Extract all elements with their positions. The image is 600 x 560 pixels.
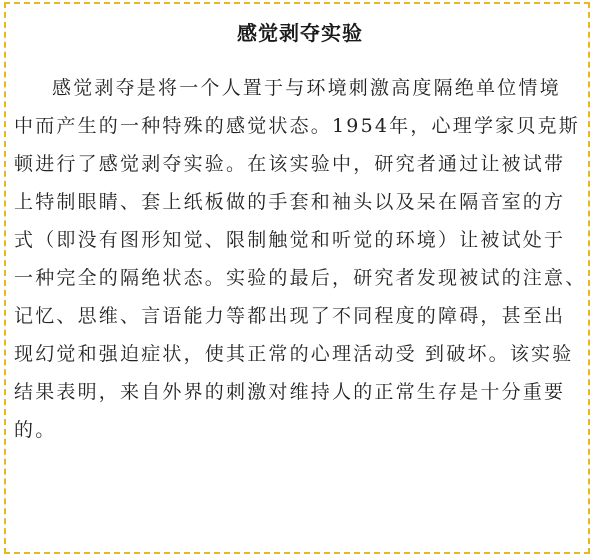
document-body bbox=[14, 71, 587, 451]
document-title: 感觉剥夺实验 bbox=[237, 21, 363, 45]
body-line-1: 感觉剥夺是将一个人置于与环境刺激高度隔绝单位情境 bbox=[52, 77, 561, 99]
body-line-4: 上特制眼睛、套上纸板做的手套和袖头以及呆在隔音室的方 bbox=[14, 191, 566, 213]
body-line-6: 一种完全的隔绝状态。实验的最后，研究者发现被试的注意、 bbox=[14, 267, 587, 289]
body-line-5: 式（即没有图形知觉、限制触觉和听觉的环境）让被试处于 bbox=[14, 229, 566, 251]
body-line-3: 顿进行了感觉剥夺实验。在该实验中，研究者通过让被试带 bbox=[14, 153, 566, 175]
body-line-7: 记忆、思维、言语能力等都出现了不同程度的障碍，甚至出 bbox=[14, 305, 566, 327]
body-line-10: 的。 bbox=[14, 419, 57, 441]
body-line-9: 结果表明，来自外界的刺激对维持人的正常生存是十分重要 bbox=[14, 381, 566, 403]
body-line-8: 现幻觉和强迫症状，使其正常的心理活动受 到破坏。该实验 bbox=[14, 343, 574, 365]
body-line-2: 中而产生的一种特殊的感觉状态。1954年，心理学家贝克斯 bbox=[14, 115, 580, 137]
